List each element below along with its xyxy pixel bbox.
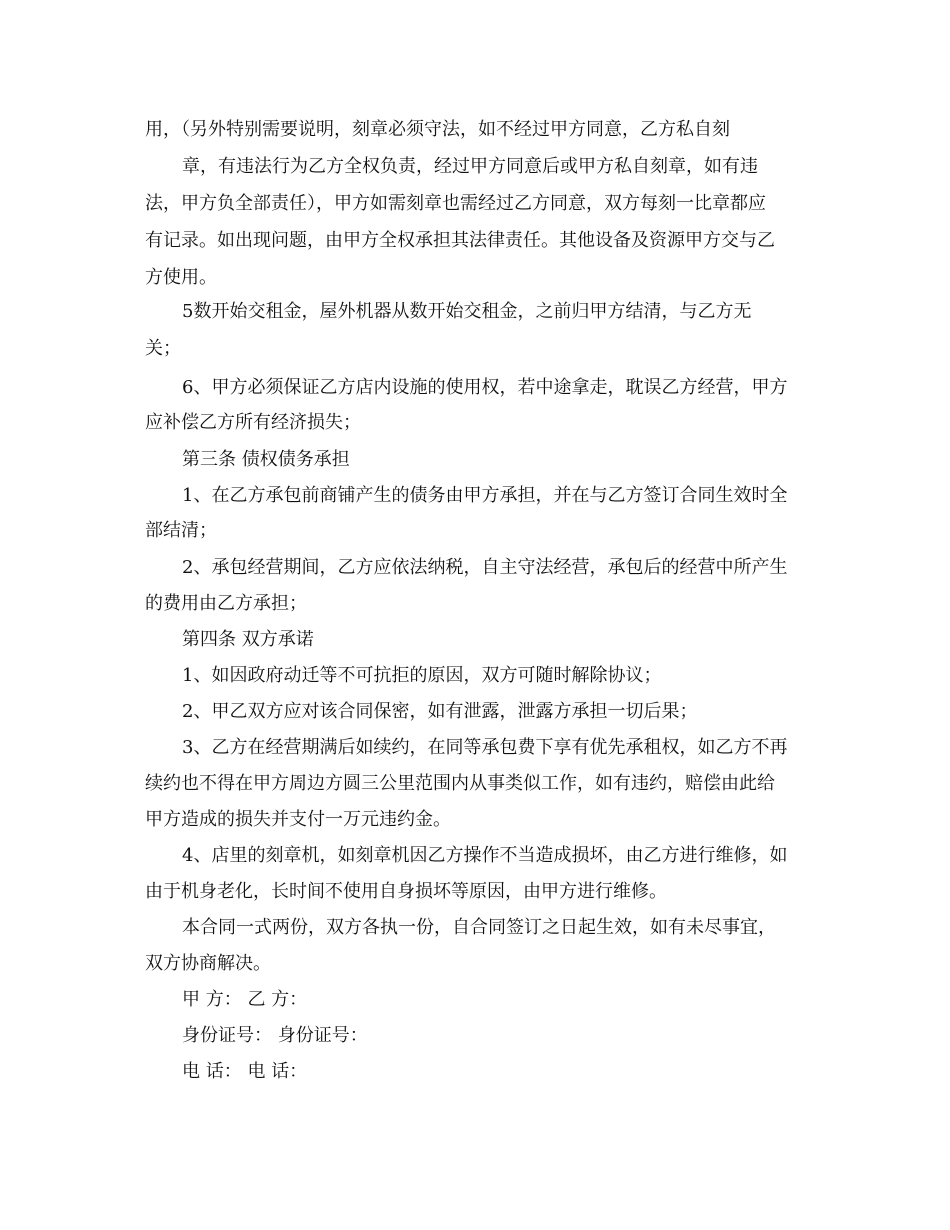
text-line: 章，有违法行为乙方全权负责，经过甲方同意后或甲方私自刻章，如有违 [182,156,758,177]
section-heading: 第三条 债权债务承担 [182,449,350,470]
text-line: 甲方造成的损失并支付一万元违约金。 [145,809,451,830]
text-line: 3、乙方在经营期满后如续约，在同等承包费下享有优先承租权，如乙方不再 [182,737,788,758]
text-line: 4、店里的刻章机，如刻章机因乙方操作不当造成损坏，由乙方进行维修，如 [182,845,788,866]
text-line: 1、如因政府动迁等不可抗拒的原因，双方可随时解除协议； [182,665,662,686]
text-line: 2、承包经营期间，乙方应依法纳税，自主守法经营，承包后的经营中所产生 [182,557,788,578]
text-line: 5数开始交租金，屋外机器从数开始交租金，之前归甲方结清，与乙方无 [182,301,752,322]
text-line: 的费用由乙方承担； [145,593,307,614]
text-line: 法，甲方负全部责任），甲方如需刻章也需经过乙方同意，双方每刻一比章都应 [145,193,766,214]
text-line: 有记录。如出现问题，由甲方全权承担其法律责任。其他设备及资源甲方交与乙 [145,230,775,251]
text-line: 1、在乙方承包前商铺产生的债务由甲方承担，并在与乙方签订合同生效时全 [182,485,788,506]
text-line: 应补偿乙方所有经济损失； [145,412,361,433]
section-heading: 第四条 双方承诺 [182,629,314,650]
text-line: 用，（另外特别需要说明，刻章必须守法，如不经过甲方同意，乙方私自刻 [145,119,730,140]
text-line: 部结清； [145,520,217,541]
signature-id-line: 身份证号： 身份证号： [182,1025,368,1046]
text-line: 由于机身老化，长时间不使用自身损坏等原因，由甲方进行维修。 [145,881,667,902]
text-line: 续约也不得在甲方周边方圆三公里范围内从事类似工作，如有违约，赔偿由此给 [145,773,775,794]
text-line: 双方协商解决。 [145,953,271,974]
signature-phone-line: 电 话： 电 话： [182,1061,308,1082]
signature-party-line: 甲 方： 乙 方： [182,989,308,1010]
text-line: 6、甲方必须保证乙方店内设施的使用权，若中途拿走，耽误乙方经营，甲方 [182,377,788,398]
text-line: 2、甲乙双方应对该合同保密，如有泄露，泄露方承担一切后果； [182,701,698,722]
text-line: 方使用。 [145,267,217,288]
text-line: 关； [145,338,181,359]
text-line: 本合同一式两份，双方各执一份，自合同签订之日起生效，如有未尽事宜， [182,917,776,938]
